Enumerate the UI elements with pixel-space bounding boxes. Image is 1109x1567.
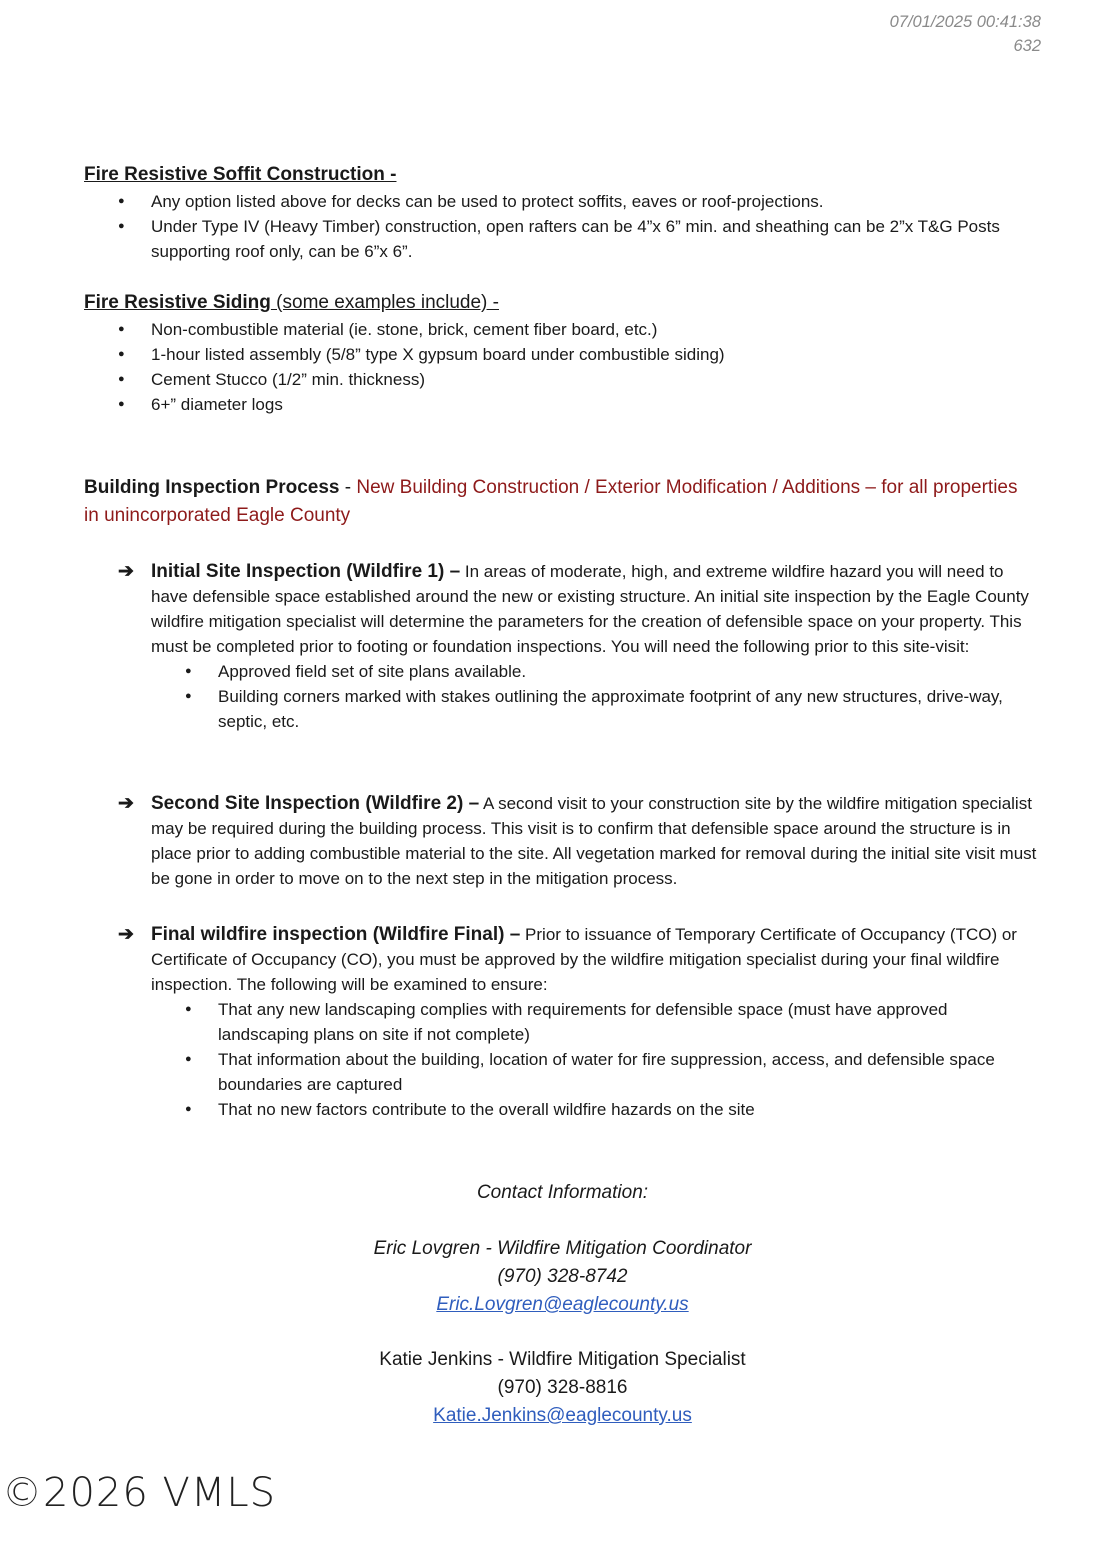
inspection-process-section [84,474,1019,530]
document-stamp [890,10,1041,58]
list-item: ● Building corners marked with stakes outlining the approximate footprint of any new structures, drive-way, septic, etc. [218,684,1038,734]
siding-heading [84,290,1044,316]
step-title: Initial Site Inspection (Wildfire 1) – [151,561,461,582]
list-item: ● That no new factors contribute to the overall wildfire hazards on the site [218,1097,1038,1122]
step-text: In areas of moderate, high, and extreme wildfire hazard you will need to have defensible space established around the new or existing structure. An initial site inspection by the Eagle County wildfire mitigation specialist will determine the parameters for the creation of defensible space on your property. This must be completed prior to footing or foundation inspections. You will need the following prior to this site-visit: [151,562,1029,656]
step-final-inspection [118,922,1038,1122]
inspection-process-heading [84,474,1019,530]
inspection-process-subtitle: New Building Construction / Exterior Modification / Additions – for all properties in unincorporated Eagle County [84,477,1018,526]
list-item: ● Any option listed above for decks can be used to protect soffits, eaves or roof-projections. [151,189,1044,214]
contact-phone: (970) 328-8816 [497,1377,628,1398]
contact-name: Katie Jenkins - Wildfire Mitigation Specialist [379,1349,746,1370]
list-item: ● That information about the building, location of water for fire suppression, access, and defensible space boundaries are captured [218,1047,1038,1097]
siding-heading-rest: (some examples include) - [270,292,499,313]
contact-phone: (970) 328-8742 [497,1266,628,1287]
step-text: Prior to issuance of Temporary Certificate of Occupancy (TCO) or Certificate of Occupancy (CO), you must be approved by the wildfire mitigation specialist during your final wildfire inspection. The following will be examined to ensure: [151,925,1017,994]
inspection-process-separator: - [339,477,357,498]
stamp-page-number: 632 [1013,37,1041,55]
soffit-section [84,162,1044,264]
step-checklist [151,997,1038,1122]
list-item: ● Under Type IV (Heavy Timber) construction, open rafters can be 4”x 6” min. and sheathing can be 2”x T&G Posts supporting roof only, can be 6”x 6”. [151,214,1044,264]
list-item: ● 6+” diameter logs [151,392,1044,417]
step-title: Final wildfire inspection (Wildfire Final) – [151,924,521,945]
contact-card-coordinator [0,1235,1109,1319]
step-description [151,559,1038,659]
list-item: ● Approved field set of site plans available. [218,659,1038,684]
step-title: Second Site Inspection (Wildfire 2) – [151,793,480,814]
step-initial-inspection [118,559,1038,734]
siding-list [84,317,1044,417]
step-description [151,791,1038,891]
list-item: ● Cement Stucco (1/2” min. thickness) [151,367,1044,392]
step-checklist [151,659,1038,734]
step-second-inspection [118,791,1038,891]
contact-card-specialist [0,1346,1109,1430]
step-description [151,922,1038,997]
soffit-list [84,189,1044,264]
siding-heading-bold: Fire Resistive Siding [84,292,271,313]
stamp-datetime: 07/01/2025 00:41:38 [889,13,1041,31]
contact-heading-text: Contact Information: [476,1182,649,1203]
siding-section [84,290,1044,417]
list-item: ● That any new landscaping complies with requirements for defensible space (must have approved landscaping plans on site if not complete) [218,997,1038,1047]
contact-email-link[interactable]: Eric.Lovgren@eaglecounty.us [436,1294,689,1315]
soffit-heading: Fire Resistive Soffit Construction - [84,164,397,185]
contact-email-link[interactable]: Katie.Jenkins@eaglecounty.us [433,1405,692,1426]
inspection-process-title: Building Inspection Process [84,477,340,498]
list-item: ● Non-combustible material (ie. stone, brick, cement fiber board, etc.) [151,317,1044,342]
contact-heading [0,1179,1109,1207]
list-item: ● 1-hour listed assembly (5/8” type X gypsum board under combustible siding) [151,342,1044,367]
arrow-right-icon: ➔ [118,924,134,945]
arrow-right-icon: ➔ [118,793,134,814]
arrow-right-icon: ➔ [118,561,134,582]
copyright-watermark: ©2026 VMLS [2,1470,277,1516]
contact-name: Eric Lovgren - Wildfire Mitigation Coordinator [373,1238,752,1259]
step-text: A second visit to your construction site by the wildfire mitigation specialist may be required during the building process. This visit is to confirm that defensible space around the structure is in place prior to adding combustible material to the site. All vegetation marked for removal during the initial site visit must be gone in order to move on to the next step in the mitigation process. [151,794,1037,888]
